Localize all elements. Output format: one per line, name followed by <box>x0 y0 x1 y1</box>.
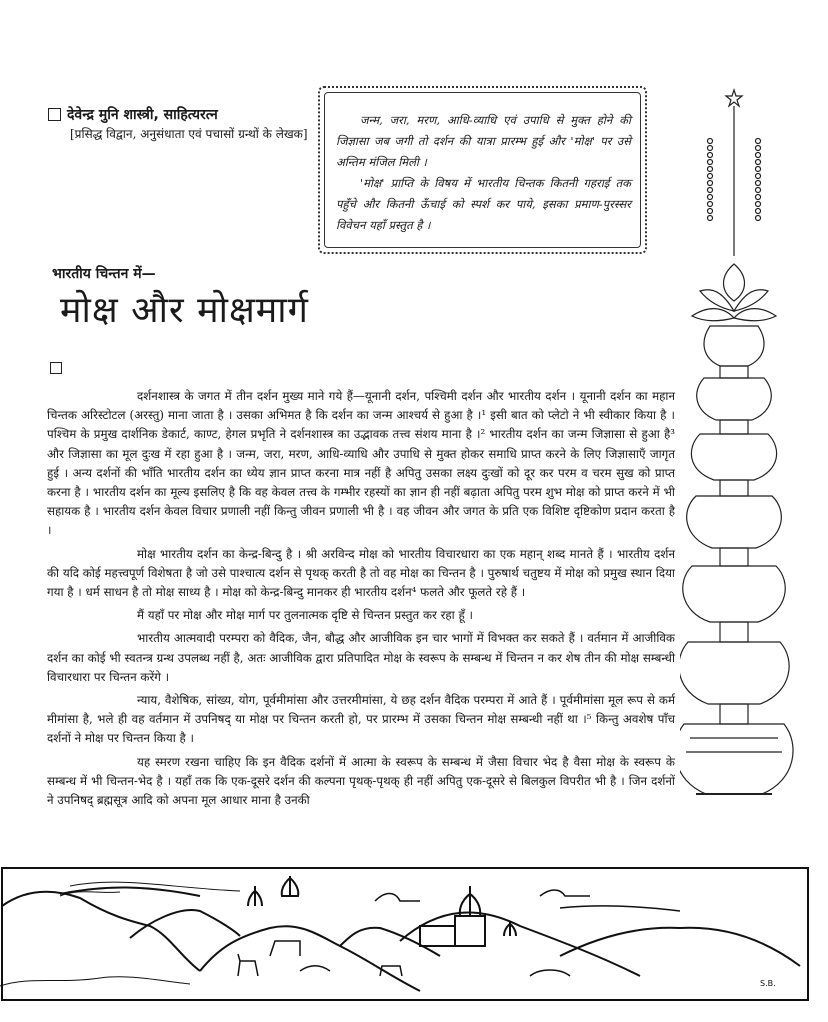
article-title: मोक्ष और मोक्षमार्ग <box>60 290 309 331</box>
body-paragraph: दर्शनशास्त्र के जगत में तीन दर्शन मुख्य माने गये हैं—यूनानी दर्शन, पश्चिमी दर्शन और भारतीय दर्शन । यूनानी दर्शन का महान चिन्तक अरिस्टोटल (अरस्तु) माना जाता है । उसका अभिमत है कि दर्शन का जन्म आश्चर्य से हुआ है ।¹ इसी बात को प्लेटो ने भी स्वीकार किया है । पश्चिम के प्रमुख दार्शनिक डेकार्ट, काण्ट, हेगल प्रभृति ने दर्शनशास्त्र का उद्भावक तत्त्व संशय माना है ।² भारतीय दर्शन का जन्म जिज्ञासा से हुआ है³ और जिज्ञासा का मूल दुःख में रहा हुआ है । जन्म, जरा, मरण, आधि-व्याधि और उपाधि से मुक्त होकर समाधि प्राप्त करने के लिए जिज्ञासाएँ जागृत हुई । अन्य दर्शनों की भाँति भारतीय दर्शन का ध्येय ज्ञान प्राप्त करना मात्र नहीं है अपितु उसका लक्ष्य दुःखों को दूर कर परम व चरम सुख को प्राप्त करना है । भारतीय दर्शन का मूल्य इसलिए है कि वह केवल तत्त्व के गम्भीर रहस्यों का ज्ञान ही नहीं बढ़ाता अपितु परम शुभ मोक्ष को प्राप्त करने में भी सहायक है । भारतीय दर्शन केवल विचार प्रणाली नहीं किन्तु जीवन प्रणाली भी है । वह जीवन और जगत के प्रति एक विशिष्ट दृष्टिकोण प्रदान करता है । <box>47 389 675 538</box>
body-paragraph: न्याय, वैशेषिक, सांख्य, योग, पूर्वमीमांसा और उत्तरमीमांसा, ये छह दर्शन वैदिक परम्परा में आते हैं । पूर्वमीमांसा मूल रूप से कर्म मीमांसा है, भले ही वह वर्तमान में उपनिषद् या मोक्ष पर चिन्तन करती हो, पर प्रारम्भ में उसका चिन्तन मोक्ष सम्बन्धी नहीं था ।⁵ किन्तु अवशेष पाँच दर्शनों ने मोक्ष पर चिन्तन किया है । <box>47 693 675 746</box>
body-paragraph: यह स्मरण रखना चाहिए कि इन वैदिक दर्शनों में आत्मा के स्वरूप के सम्बन्ध में जैसा विचार भेद है वैसा मोक्ष के स्वरूप के सम्बन्ध में भी चिन्तन-भेद है । यहाँ तक कि एक-दूसरे दर्शन की कल्पना पृथक्-पृथक् ही नहीं अपितु एक-दूसरे से बिलकुल विपरीत भी है । जिन दर्शनों ने उपनिषद् ब्रह्मसूत्र आदि को अपना मूल आधार माना है उनकी <box>47 754 675 808</box>
pull-quote-box <box>318 86 647 254</box>
article-kicker: भारतीय चिन्तन में— <box>52 266 156 282</box>
quote-paragraph: 'मोक्ष' प्राप्ति के विषय में भारतीय चिन्तक कितनी गहराई तक पहुँचे और कितनी ऊँचाई को स्पर्श कर पाये, इसका प्रमाण-पुरस्सर विवेचन यहाँ प्रस्तुत है । <box>336 176 631 232</box>
landscape-temple-deer-illustration <box>0 866 828 1006</box>
checkbox-square-icon <box>48 108 61 121</box>
quote-paragraph: जन्म, जरा, मरण, आधि-व्याधि एवं उपाधि से मुक्त होने की जिज्ञासा जब जगी तो दर्शन की यात्रा प्रारम्भ हुई और 'मोक्ष' पर उसे अन्तिम मंजिल मिली । <box>336 113 631 169</box>
artist-signature: S.B. <box>760 979 776 988</box>
body-paragraph: मोक्ष भारतीय दर्शन का केन्द्र-बिन्दु है । श्री अरविन्द मोक्ष को भारतीय विचारधारा का एक महान् शब्द मानते हैं । भारतीय दर्शन की यदि कोई महत्त्वपूर्ण विशेषता है जो उसे पाश्चात्य दर्शन से पृथक् करती है तो वह मोक्ष का चिन्तन है । पुरुषार्थ चतुष्टय में मोक्ष को प्रमुख स्थान दिया गया है । धर्म साधन है तो मोक्ष साध्य है । मोक्ष को केन्द्र-बिन्दु मानकर ही भारतीय दर्शन⁴ फलते और फूलते रहे हैं । <box>47 546 675 600</box>
section-square-icon <box>50 362 62 374</box>
author-block <box>48 104 318 143</box>
star-icon <box>726 90 742 106</box>
body-paragraph: भारतीय आत्मवादी परम्परा को वैदिक, जैन, बौद्ध और आजीविक इन चार भागों में विभक्त कर सकते हैं । वर्तमान में आजीविक दर्शन का कोई भी स्वतन्त्र ग्रन्थ उपलब्ध नहीं है, अतः आजीविक द्वारा प्रतिपादित मोक्ष के स्वरूप के सम्बन्ध में चिन्तन न कर शेष तीन की मोक्ष सम्बन्धी विचारधारा पर चिन्तन करेंगे । <box>47 631 675 684</box>
article-body <box>47 387 675 814</box>
body-paragraph: मैं यहाँ पर मोक्ष और मोक्ष मार्ग पर तुलनात्मक दृष्टि से चिन्तन प्रस्तुत कर रहा हूँ । <box>137 608 473 623</box>
author-name: देवेन्द्र मुनि शास्त्री, साहित्यरत्न <box>67 107 218 123</box>
author-description: [प्रसिद्ध विद्वान, अनुसंधाता एवं पचासों ग्रन्थों के लेखक] <box>70 127 308 141</box>
kalash-pillar-illustration <box>680 86 820 856</box>
